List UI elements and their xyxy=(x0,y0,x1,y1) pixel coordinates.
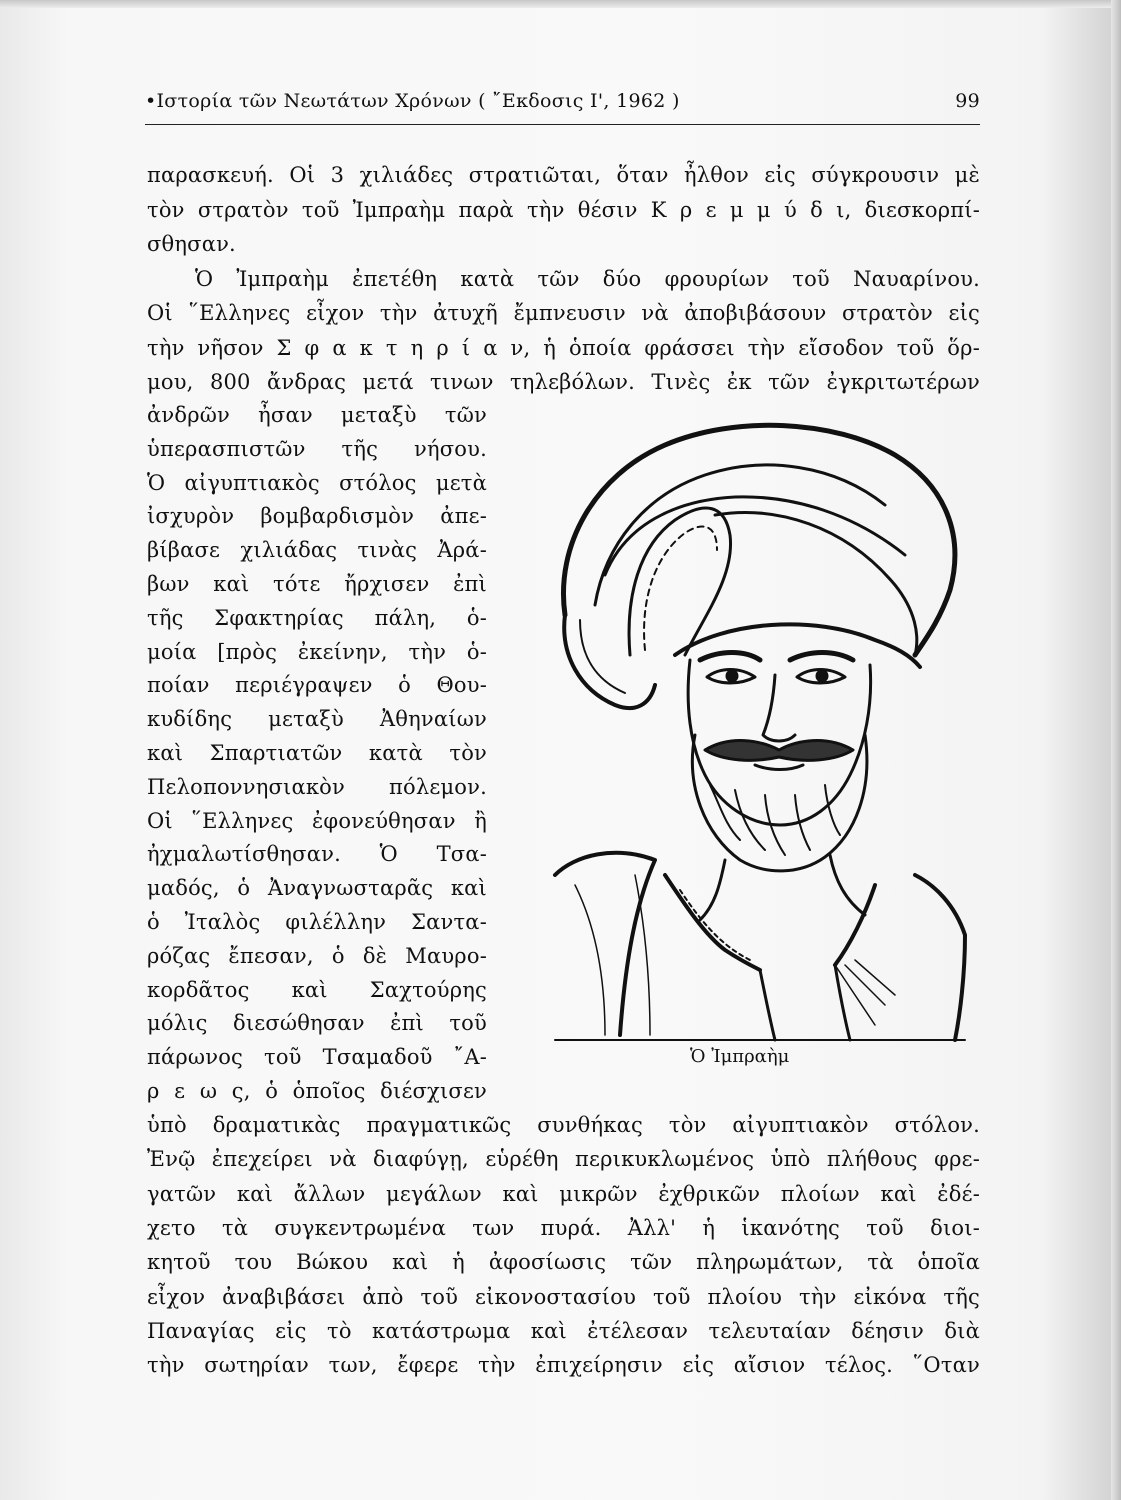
text-line: Ὁ Ἰμπραὴμ ἐπετέθη κατὰ τῶν δύο φρουρίων τοῦ Ναυαρίνου. xyxy=(195,266,980,291)
text-line: μαδός, ὁ Ἀναγνωσταρᾶς καὶ xyxy=(147,876,487,901)
text-line: Παναγίας εἰς τὸ κατάστρωμα καὶ ἐτέλεσαν τελευταίαν δέησιν διὰ xyxy=(147,1318,980,1343)
page-number: 99 xyxy=(955,90,980,112)
text-line: σθησαν. xyxy=(147,232,236,256)
mouth xyxy=(755,765,803,770)
text-line: κορδᾶτος καὶ Σαχτούρης xyxy=(147,977,487,1002)
text-line: μόλις διεσώθησαν ἐπὶ τοῦ xyxy=(147,1011,487,1036)
collar-left xyxy=(665,875,760,970)
text-line: Οἱ ῞Ελληνες εἶχον τὴν ἀτυχῆ ἔμπνευσιν νὰ ἀποβιβάσουν στρατὸν εἰς xyxy=(147,301,980,325)
text-line: Οἱ ῞Ελληνες ἐφονεύθησαν ἢ xyxy=(147,808,487,833)
nose xyxy=(763,675,795,741)
running-header xyxy=(145,90,980,120)
text-line: Ὁ αἰγυπτιακὸς στόλος μετὰ xyxy=(147,470,487,495)
turban-fold-2 xyxy=(605,497,905,575)
text-line: μοία [πρὸς ἐκείνην, τὴν ὁ- xyxy=(147,639,487,664)
text-line: ὁ Ἰταλὸς φιλέλλην Σαντα- xyxy=(147,910,487,934)
text-line: ὑπὸ δραματικὰς πραγματικῶς συνθήκας τὸν αἰγυπτιακὸν στόλον. xyxy=(147,1113,980,1137)
text-line: βίβασε χιλιάδας τινὰς Ἀρά- xyxy=(147,538,487,563)
turban-base xyxy=(675,624,920,667)
text-line: ἠχμαλωτίσθησαν. Ὁ Τσα- xyxy=(147,842,487,867)
text-line: ρόζας ἔπεσαν, ὁ δὲ Μαυρο- xyxy=(147,943,487,968)
text-line: παρασκευή. Οἱ 3 χιλιάδες στρατιῶται, ὅταν ἦλθον εἰς σύγκρουσιν μὲ xyxy=(147,163,980,187)
turban-fold-3 xyxy=(715,513,917,655)
collar-right xyxy=(835,885,875,965)
header-rule xyxy=(145,124,980,125)
turban-outline xyxy=(563,425,954,655)
turban-band-inner xyxy=(644,527,717,650)
text-line: ρ ε ω ς, ὁ ὁποῖος διέσχισεν xyxy=(147,1079,487,1103)
neck xyxy=(700,855,865,920)
text-line: ἀνδρῶν ἦσαν μεταξὺ τῶν xyxy=(147,403,487,427)
text-line: τὸν στρατὸν τοῦ Ἰμπραὴμ παρὰ τὴν θέσιν Κ ρ ε μ μ ύ δ ι, διεσκορπί- xyxy=(147,197,980,222)
robe-front xyxy=(760,965,850,1040)
robe-right xyxy=(915,875,965,1040)
scan-top-edge xyxy=(0,0,1121,8)
text-line: εἶχον ἀναβιβάσει ἀπὸ τοῦ εἰκονοστασίου τοῦ πλοίου τὴν εἰκόνα τῆς xyxy=(147,1284,980,1309)
text-line: γατῶν καὶ ἄλλων μεγάλων καὶ μικρῶν ἐχθρικῶν πλοίων καὶ ἐδέ- xyxy=(147,1181,980,1206)
running-header-title: •Ιστορία τῶν Νεωτάτων Χρόνων ( ῎Εκδοσις Ι', 1962 ) xyxy=(145,90,680,112)
moustache xyxy=(705,741,853,761)
text-line: ἰσχυρὸν βομβαρδισμὸν ἀπε- xyxy=(147,504,487,529)
right-brow xyxy=(790,653,853,661)
text-line: ὑπερασπιστῶν τῆς νήσου. xyxy=(147,436,487,461)
figure-caption: Ὁ Ἰμπραὴμ xyxy=(690,1046,790,1067)
text-line: βων καὶ τότε ἤρχισεν ἐπὶ xyxy=(147,572,487,596)
text-line: τῆς Σφακτηρίας πάλη, ὁ- xyxy=(147,605,487,630)
text-line: κυδίδης μεταξὺ Ἀθηναίων xyxy=(147,707,487,732)
left-brow xyxy=(700,653,760,661)
text-line: πάρωνος τοῦ Τσαμαδοῦ ῎Α- xyxy=(147,1045,487,1070)
turban-fold-1 xyxy=(595,465,885,605)
text-line: Πελοποννησιακὸν πόλεμον. xyxy=(147,774,487,799)
text-line: ποίαν περιέγραψεν ὁ Θου- xyxy=(147,673,487,698)
scan-right-edge xyxy=(1111,0,1121,1500)
text-line: Ἐνῷ ἐπεχείρει νὰ διαφύγῃ, εὑρέθη περικυκλωμένος ὑπὸ πλήθους φρε- xyxy=(147,1147,980,1172)
text-line: μου, 800 ἄνδρας μετά τινων τηλεβόλων. Τινὲς ἐκ τῶν ἐγκριτωτέρων xyxy=(147,370,980,394)
portrait-illustration xyxy=(535,405,975,1045)
text-line: κητοῦ του Βώκου καὶ ἡ ἀφοσίωσις τῶν πληρωμάτων, τὰ ὁποῖα xyxy=(147,1250,980,1275)
turban-left-drape xyxy=(564,615,655,708)
text-line: τὴν σωτηρίαν των, ἔφερε τὴν ἐπιχείρησιν εἰς αἴσιον τέλος. ῞Οταν xyxy=(147,1353,980,1378)
text-line: τὴν νῆσον Σ φ α κ τ η ρ ί α ν, ἡ ὁποία φράσσει τὴν εἴσοδον τοῦ ὅρ- xyxy=(147,335,980,360)
text-line: καὶ Σπαρτιατῶν κατὰ τὸν xyxy=(147,741,487,765)
face-outline xyxy=(688,660,870,825)
text-line: χετο τὰ συγκεντρωμένα των πυρά. Ἀλλ' ἡ ἱκανότης τοῦ διοι- xyxy=(147,1215,980,1240)
